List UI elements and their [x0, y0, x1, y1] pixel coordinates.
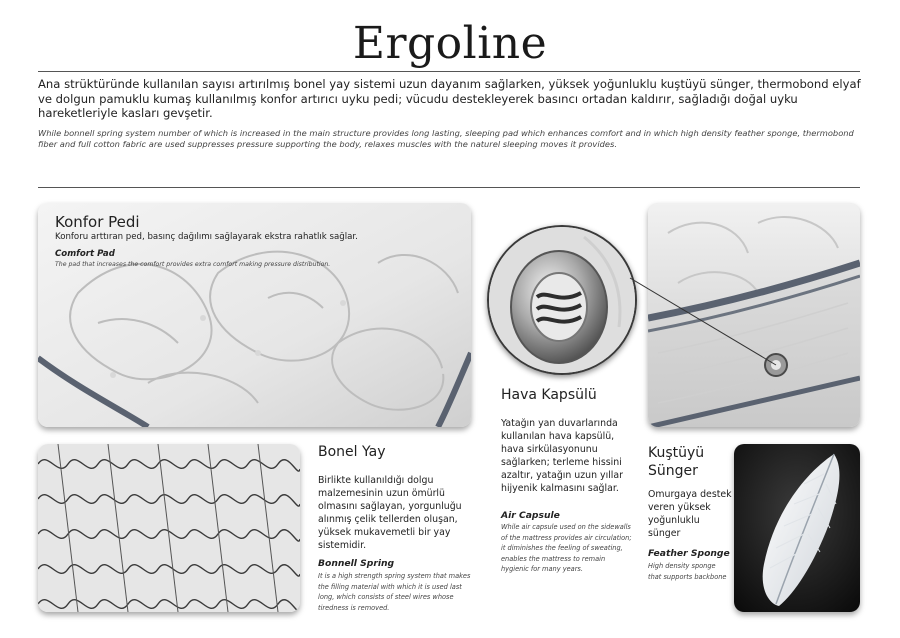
air-capsule-en-line: it diminishes the feeling of sweating,: [501, 544, 623, 552]
top-divider: [38, 71, 860, 72]
feather-sponge-en-line: that supports backbone: [648, 572, 727, 581]
feather-sponge-en-line: High density sponge: [648, 562, 716, 570]
air-capsule-en-title: Air Capsule: [501, 510, 560, 521]
comfort-pad-en-title: Comfort Pad: [55, 249, 115, 259]
bonnell-spring-line: alınmış çelik tellerden oluşan,: [318, 514, 458, 525]
feather-sponge-line: Omurgaya destek: [648, 489, 732, 500]
air-capsule-en-line: While air capsule used on the sidewalls: [501, 523, 631, 531]
bonnell-spring-en-line: the filling material with which it is used last: [318, 582, 462, 591]
bonnell-spring-photo: [38, 444, 300, 612]
bonnell-spring-title: Bonel Yay: [318, 444, 386, 460]
bonnell-spring-line: olmasını sağlayan, yorgunluğu: [318, 501, 462, 512]
bonnell-spring-en-line: It is a high strength spring system that makes: [318, 572, 471, 580]
bonnell-spring-line: yüksek mukavemetli bir yay: [318, 527, 451, 538]
air-capsule-en-description: [501, 522, 641, 575]
mattress-edge-photo: [648, 203, 860, 427]
bonnell-spring-en-description: [318, 571, 483, 613]
intro-turkish: Ana strüktüründe kullanılan sayısı artırılmış bonel yay sistemi uzun dayanım sağlarken, yüksek yoğunluklu kuştüyü sünger, thermobond elyaf ve dolgun pamuklu kumaş kullanılmış konfor artırıcı uyku pedi; vücudu destekleyerek basıncı ortadan kaldırır, sağladığı doğal uyku hareketleriyle kasları gevşetir.: [38, 77, 861, 120]
feather-photo: [734, 444, 860, 612]
feather-sponge-line: sünger: [648, 528, 681, 539]
feather-sponge-en-title: Feather Sponge: [648, 548, 730, 559]
feather-sponge-line: veren yüksek: [648, 502, 711, 513]
bonnell-spring-line: Birlikte kullanıldığı dolgu: [318, 475, 434, 486]
air-capsule-line: azaltır, yatağın uzun yıllar: [501, 470, 623, 481]
air-capsule-line: hava sirkülasyonunu: [501, 444, 598, 455]
feather-sponge-title-line: Sünger: [648, 463, 698, 479]
air-capsule-line: kullanılan hava kapsülü,: [501, 431, 615, 442]
feather-sponge-title: [648, 444, 704, 480]
bonnell-spring-description: [318, 474, 483, 552]
comfort-pad-caption: [55, 213, 455, 268]
feather-sponge-line: yoğunluklu: [648, 515, 700, 526]
intro-english: While bonnell spring system number of which is increased in the main structure provides long lasting, sleeping pad which enhances comfort and in which high density feather sponge, thermobond fiber and full cotton fabric are used suppresses pressure supporting the body, relaxes muscles with the naturel sleeping moves it provides.: [38, 128, 854, 149]
air-capsule-line: hijyenik kalmasını sağlar.: [501, 483, 619, 494]
air-capsule-en-line: of the mattress provides air circulation;: [501, 533, 632, 542]
comfort-pad-en-description: The pad that increases the comfort provides extra comfort making pressure distribution.: [55, 261, 331, 268]
air-capsule-description: [501, 417, 636, 495]
bonnell-spring-en-line: long, which consists of steel wires whose: [318, 593, 454, 601]
page-title: Ergoline: [352, 18, 548, 69]
feather-sponge-description: [648, 488, 733, 540]
air-capsule-line: Yatağın yan duvarlarında: [501, 418, 618, 429]
air-capsule-en-line: enables the mattress to remain: [501, 554, 606, 563]
feather-sponge-title-line: Kuştüyü: [648, 445, 705, 461]
bonnell-spring-line: malzemesinin uzun ömürlü: [318, 488, 445, 499]
air-capsule-closeup: [487, 225, 637, 375]
bonnell-spring-en-title: Bonnell Spring: [318, 558, 395, 569]
feather-sponge-en-description: [648, 561, 733, 582]
bonnell-spring-en-line: tiredness is removed.: [318, 603, 390, 612]
air-capsule-line: sağlarken; terleme hissini: [501, 457, 622, 468]
section-divider: [38, 187, 860, 188]
bonnell-spring-line: sistemidir.: [318, 540, 367, 551]
air-capsule-title: Hava Kapsülü: [501, 387, 597, 403]
comfort-pad-description: Konforu arttıran ped, basınç dağılımı sağlayarak ekstra rahatlık sağlar.: [55, 232, 358, 242]
comfort-pad-title: Konfor Pedi: [55, 213, 140, 231]
air-capsule-en-line: hygienic for many years.: [501, 565, 583, 573]
